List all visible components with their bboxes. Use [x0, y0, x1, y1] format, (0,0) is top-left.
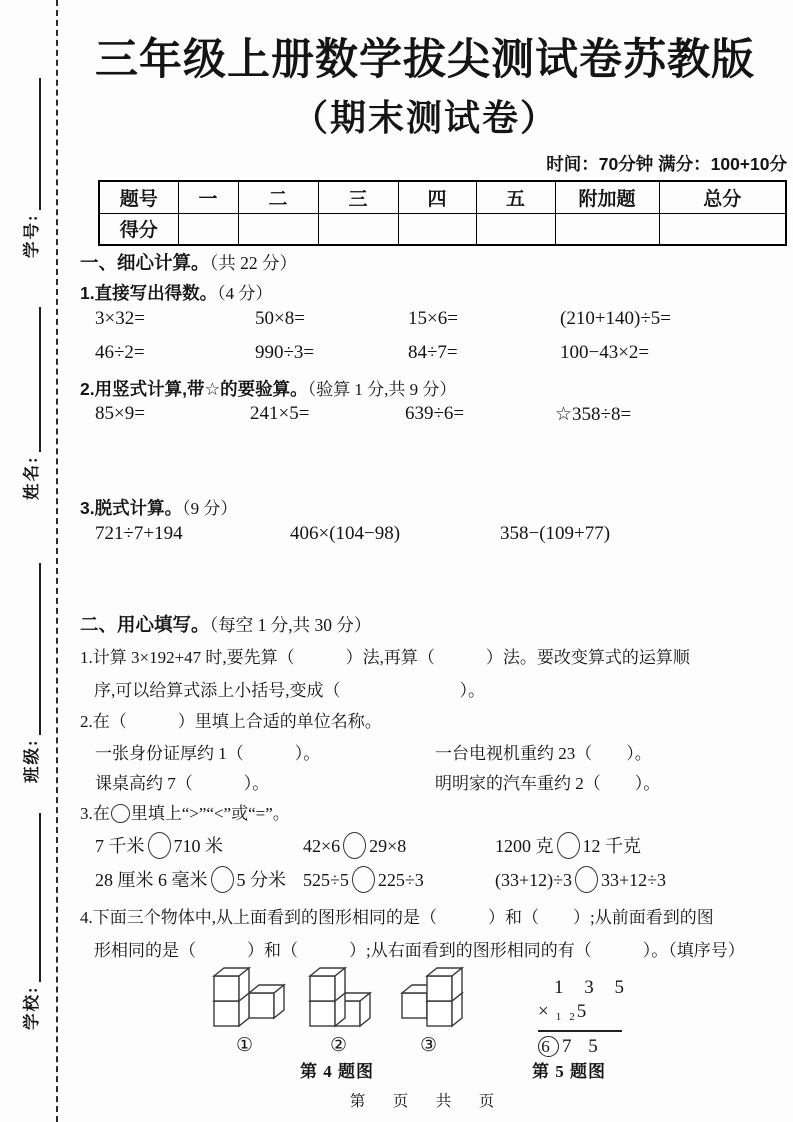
score-header-cell: 三: [318, 181, 398, 213]
math-problem: 990÷3=: [255, 342, 315, 363]
math-problem: 406×(104−98): [290, 523, 401, 544]
mult-multiplier: 5: [576, 1001, 587, 1022]
exam-meta: 时间：70分钟 满分：100+10分: [546, 154, 787, 174]
answer-circle: [148, 832, 171, 859]
class-label: 班级:: [22, 738, 41, 783]
comparison-item: [303, 832, 495, 859]
cube-figure-3: [398, 966, 464, 1032]
score-header-cell: 题号: [99, 181, 178, 213]
s2-q4-line2: 形相同的是（ ）和（ ）;从右面看到的图形相同的有（ ）。（填序号）: [94, 941, 745, 960]
comparison-item: [95, 866, 303, 893]
comparison-left: 28 厘米 6 毫米: [95, 870, 208, 890]
math-problem: 100−43×2=: [560, 342, 650, 363]
answer-circle: [352, 866, 375, 893]
math-problem: 721÷7+194: [95, 523, 183, 544]
score-header-cell: 四: [398, 181, 476, 213]
mult-operator-row: [538, 1000, 622, 1032]
score-cell: [318, 213, 398, 245]
comparison-right: 29×8: [369, 836, 407, 856]
s2-q3-intro-prefix: 3.在: [80, 804, 110, 823]
math-problem: 85×9=: [95, 403, 145, 424]
sidebar-field-school: [18, 813, 42, 1030]
sidebar-field-class: [18, 563, 42, 783]
circled-result-digit: 6: [538, 1036, 559, 1057]
section1-heading-text: 一、细心计算。: [80, 252, 210, 273]
s1-q3-note: （9 分）: [182, 499, 238, 518]
s2-q2-row1: [80, 739, 788, 764]
s1-q3-heading: [80, 494, 237, 520]
s1-q2-row: [80, 403, 788, 426]
fill-blank-item: 一张身份证厚约 1（ ）。: [95, 744, 321, 763]
math-problem: 241×5=: [250, 403, 310, 424]
name-write-line: [39, 307, 41, 453]
comparison-left: 525÷5: [303, 870, 349, 890]
comparison-left: 42×6: [303, 836, 341, 856]
comparison-left: (33+12)÷3: [495, 870, 573, 890]
math-problem: 358−(109+77): [500, 523, 611, 544]
math-problem: 46÷2=: [95, 342, 145, 363]
math-problem: 84÷7=: [408, 342, 458, 363]
fill-blank-item: 明明家的汽车重约 2（ ）。: [435, 774, 661, 793]
mult-result-rest: 7 5: [562, 1036, 604, 1057]
carry-digit: 2: [569, 1011, 575, 1023]
s1-q1-row2: [80, 342, 788, 364]
score-cell: [238, 213, 318, 245]
paper-title: 三年级上册数学拔尖测试卷苏教版: [95, 36, 755, 84]
comparison-left: 1200 克: [495, 836, 554, 856]
score-cell: [555, 213, 659, 245]
s2-q2-intro: 2.在（ ）里填上合适的单位名称。: [80, 712, 382, 731]
s2-q1-line2: 序,可以给算式添上小括号,变成（ ）。: [94, 681, 485, 700]
carry-digit: 1: [555, 1011, 562, 1023]
s2-q3-row2: [80, 866, 788, 893]
comparison-item: [303, 866, 495, 893]
score-header-cell: 附加题: [555, 181, 659, 213]
s2-q4-line1: 4.下面三个物体中,从上面看到的图形相同的是（ ）和（ ）;从前面看到的图: [80, 908, 714, 927]
section1-heading: [80, 249, 297, 275]
comparison-item: [95, 832, 303, 859]
section1-heading-note: （共 22 分）: [209, 253, 298, 273]
score-table: [98, 180, 787, 246]
multiply-sign: ×: [538, 1001, 549, 1022]
score-header-cell: 二: [238, 181, 318, 213]
score-table-header-row: [99, 181, 786, 213]
multiplication-figure: [538, 976, 632, 1059]
s1-q2-heading: [80, 375, 456, 401]
paper-subtitle: （期末测试卷）: [291, 97, 558, 138]
s1-q1-label: 1.直接写出得数。: [80, 283, 218, 303]
mult-result-row: [538, 1032, 622, 1059]
fill-blank-item: 一台电视机重约 23（ ）。: [435, 744, 652, 763]
section2-heading: [80, 611, 371, 637]
s2-q1-line1: 1.计算 3×192+47 时,要先算（ ）法,再算（ ）法。要改变算式的运算顺: [80, 648, 690, 667]
margin-dashed-divider: [56, 0, 58, 1122]
figure-label-3: ③: [420, 1035, 438, 1056]
s1-q1-heading: [80, 279, 272, 305]
cube-figure-1: [212, 966, 288, 1032]
answer-circle: [211, 866, 234, 893]
sidebar-field-name: [18, 307, 42, 500]
school-label: 学校:: [22, 985, 41, 1030]
comparison-right: 710 米: [173, 836, 223, 856]
s1-q3-row: [80, 523, 788, 545]
score-header-cell: 总分: [659, 181, 786, 213]
score-header-cell: 一: [178, 181, 238, 213]
answer-circle: [343, 832, 366, 859]
math-problem: 50×8=: [255, 308, 305, 329]
comparison-right: 12 千克: [582, 836, 641, 856]
comparison-right: 33+12÷3: [601, 870, 667, 890]
s1-q1-note: （4 分）: [217, 284, 273, 303]
page-footer: 第 页 共 页: [349, 1093, 501, 1110]
section2-heading-note: （每空 1 分,共 30 分）: [209, 615, 372, 635]
figure5-caption: 第 5 题图: [532, 1062, 606, 1081]
comparison-right: 225÷3: [377, 870, 424, 890]
s1-q1-row1: [80, 308, 788, 330]
s1-q3-label: 3.脱式计算。: [80, 498, 183, 518]
class-write-line: [39, 563, 41, 736]
math-problem-starred: ☆358÷8=: [555, 404, 632, 425]
math-problem: 15×6=: [408, 308, 458, 329]
s2-q2-row2: [80, 769, 788, 794]
school-write-line: [39, 813, 41, 983]
score-row-label: 得分: [99, 213, 178, 245]
score-cell: [398, 213, 476, 245]
s2-q3-row1: [80, 832, 788, 859]
answer-circle: [557, 832, 580, 859]
score-cell: [178, 213, 238, 245]
answer-circle: [575, 866, 598, 893]
sidebar-field-student-id: [18, 78, 42, 258]
s1-q2-label: 2.用竖式计算,带☆的要验算。: [80, 379, 308, 399]
name-label: 姓名:: [22, 455, 41, 500]
cube-figure-2: [308, 966, 374, 1032]
fill-blank-item: 课桌高约 7（ ）。: [95, 774, 270, 793]
student-id-write-line: [39, 78, 41, 211]
figure-label-1: ①: [236, 1035, 254, 1056]
figure4-caption: 第 4 题图: [300, 1062, 374, 1081]
student-id-label: 学号:: [22, 213, 41, 258]
score-cell: [659, 213, 786, 245]
comparison-right: 5 分米: [236, 870, 286, 890]
comparison-left: 7 千米: [95, 836, 145, 856]
section2-heading-text: 二、用心填写。: [80, 614, 210, 635]
figure-label-2: ②: [330, 1035, 348, 1056]
s2-q3-intro-suffix: 里填上“>”“<”或“=”。: [130, 804, 290, 823]
math-problem: 3×32=: [95, 308, 145, 329]
score-cell: [476, 213, 555, 245]
mult-top-number: 1 3 5: [554, 977, 632, 998]
score-header-cell: 五: [476, 181, 555, 213]
s2-q3-intro: [80, 799, 290, 824]
comparison-item: [495, 866, 788, 893]
math-problem: (210+140)÷5=: [560, 308, 672, 329]
s1-q2-note: （验算 1 分,共 9 分）: [307, 380, 457, 399]
score-table-score-row: [99, 213, 786, 245]
comparison-item: [495, 832, 788, 859]
math-problem: 639÷6=: [405, 403, 465, 424]
answer-circle: [111, 804, 130, 823]
